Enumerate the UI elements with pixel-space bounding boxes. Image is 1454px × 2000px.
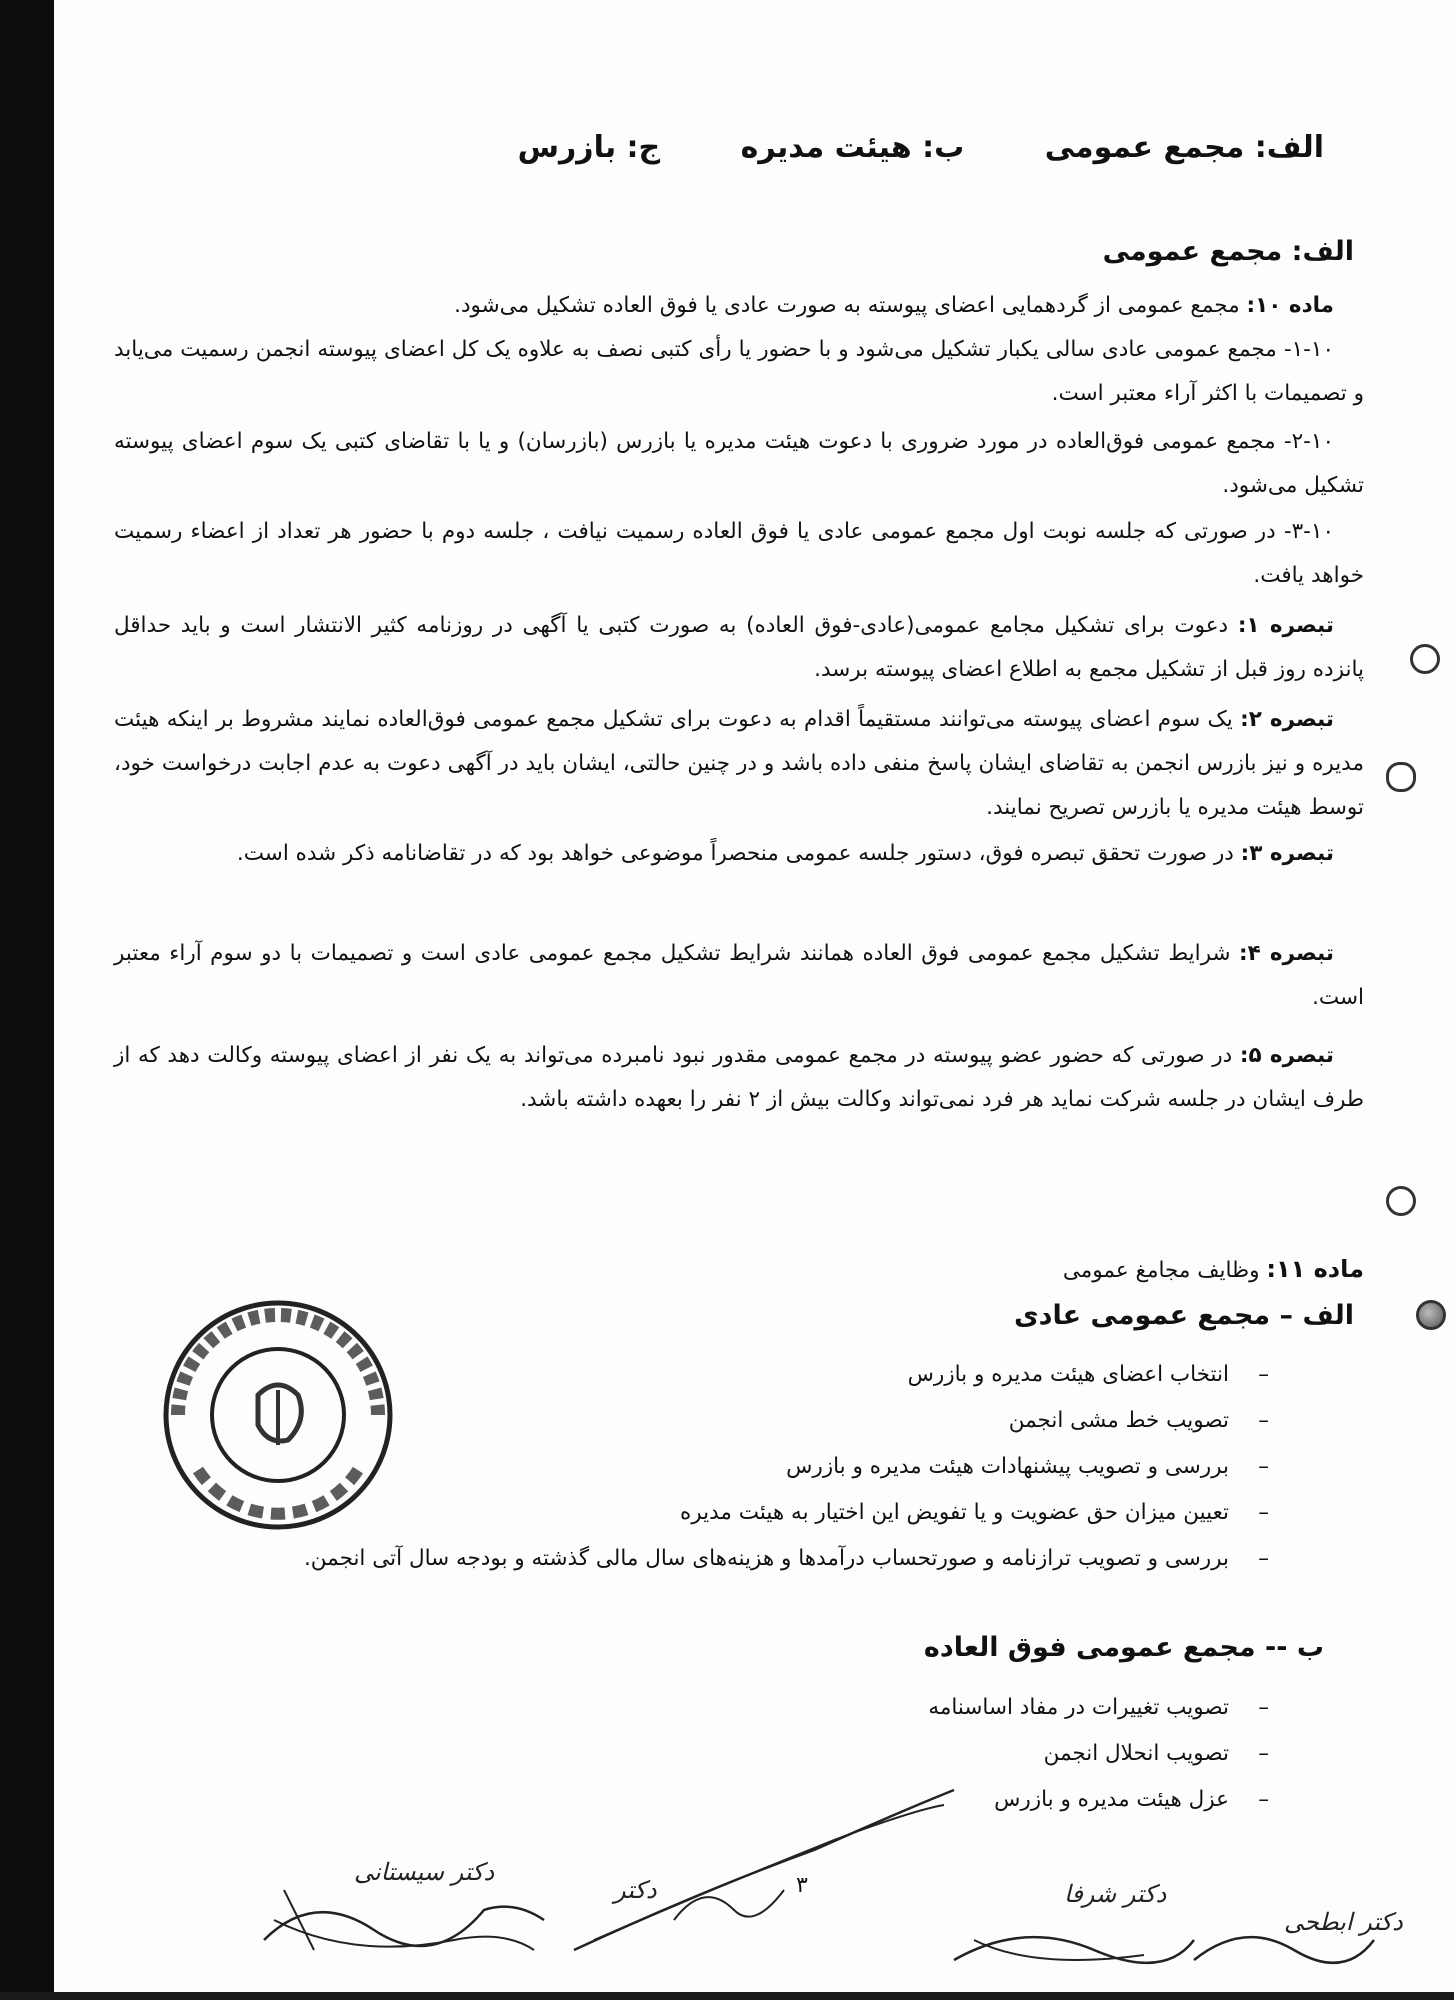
- note-3: تبصره ۳: در صورت تحقق تبصره فوق، دستور جلسه عمومی منحصراً موضوعی خواهد بود که در تقاضانامه ذکر شده است.: [236, 841, 1334, 866]
- note-2: تبصره ۲: یک سوم اعضای پیوسته می‌توانند مستقیماً اقدام به دعوت برای تشکیل مجمع عمومی فوق‌العاده نمایند مشروط بر اینکه هیئت مدیره و نیز بازرس انجمن به تقاضای ایشان پاسخ منفی داده باشد و در چنین حالتی، ایشان باید در آگهی دعوت به عدم اجابت درخواست خود، توسط هیئت مدیره یا بازرس تصریح نمایند.: [114, 707, 1364, 820]
- header-line: [448, 130, 1324, 165]
- article-10-text: مجمع عمومی از گردهمایی اعضای پیوسته به صورت عادی یا فوق العاده تشکیل می‌شود.: [454, 293, 1240, 318]
- list-item: – تصویب خط مشی انجمن: [219, 1398, 1269, 1444]
- article-11-text: وظایف مجامغ عمومی: [1062, 1258, 1260, 1283]
- scan-bottom-edge: [0, 1992, 1454, 2000]
- signature-name: دکتر شرفا: [1064, 1880, 1167, 1908]
- section-title-general-assembly: الف: مجمع عمومی: [1102, 236, 1354, 267]
- scan-left-edge: [0, 0, 54, 2000]
- document-page: [54, 0, 1454, 1992]
- punch-hole: [1410, 644, 1440, 674]
- article-10-clause-2: ۲-۱۰- مجمع عمومی فوق‌العاده در مورد ضروری با دعوت هیئت مدیره یا بازرس (بازرسان) و یا با تقاضای کتبی یک سوم اعضای پیوسته تشکیل می‌شود.: [114, 429, 1364, 498]
- list-item: – تصویب انحلال انجمن: [219, 1731, 1269, 1777]
- list-item: – انتخاب اعضای هیئت مدیره و بازرس: [219, 1352, 1269, 1398]
- article-10-clause-1: ۱-۱۰- مجمع عمومی عادی سالی یکبار تشکیل می‌شود و با حضور یا رأی کتبی نصف به علاوه یک کل اعضای پیوسته انجمن رسمیت می‌یابد و تصمیمات با اکثر آراء معتبر است.: [114, 337, 1364, 406]
- article-10-clause-3: ۳-۱۰- در صورتی که جلسه نوبت اول مجمع عمومی عادی یا فوق العاده رسمیت نیافت ، جلسه دوم با حضور هر تعداد از اعضاء رسمیت خواهد یافت.: [114, 519, 1364, 588]
- header-item-b: ب: هیئت مدیره: [740, 130, 965, 165]
- signature-scribble: [944, 1860, 1204, 1980]
- punch-hole: [1386, 1186, 1416, 1216]
- header-item-a: الف: مجمع عمومی: [1044, 130, 1324, 165]
- article-11: [1063, 1255, 1364, 1283]
- signature-name: دکتر ابطحی: [1284, 1908, 1403, 1936]
- note-1: تبصره ۱: دعوت برای تشکیل مجامع عمومی(عادی-فوق العاده) به صورت کتبی یا آگهی در روزنامه کثیر الانتشار است و باید حداقل پانزده روز قبل از تشکیل مجمع به اطلاع اعضای پیوسته برسد.: [114, 613, 1364, 682]
- official-stamp: [158, 1295, 398, 1535]
- signature-name: دکتر سیستانی: [354, 1858, 495, 1886]
- note-5: تبصره ۵: در صورتی که حضور عضو پیوسته در مجمع عمومی مقدور نبود نامبرده می‌تواند به یک نفر از اعضای پیوسته وکالت دهد که از طرف ایشان در جلسه شرکت نماید هر فرد نمی‌تواند وکالت بیش از ۲ نفر را بعهده داشته باشد.: [114, 1043, 1364, 1112]
- extraordinary-assembly-title: ب -- مجمع عمومی فوق العاده: [923, 1632, 1324, 1663]
- article-10: [114, 284, 1364, 328]
- signature-name: دکتر: [614, 1876, 657, 1904]
- article-10-label: ماده ۱۰:: [1246, 293, 1334, 318]
- ordinary-assembly-title: الف – مجمع عمومی عادی: [1013, 1300, 1354, 1331]
- punch-hole: [1386, 762, 1416, 792]
- article-11-label: ماده ۱۱:: [1266, 1255, 1364, 1283]
- note-4: تبصره ۴: شرایط تشکیل مجمع عمومی فوق العاده همانند شرایط تشکیل مجمع عمومی عادی است و تصمیمات با دو سوم آراء معتبر است.: [114, 941, 1364, 1010]
- list-item: – عزل هیئت مدیره و بازرس: [219, 1777, 1269, 1823]
- list-item: – بررسی و تصویب ترازنامه و صورتحساب درآمدها و هزینه‌های سال مالی گذشته و بودجه سال آتی انجمن.: [219, 1536, 1269, 1582]
- page-number: ۳: [796, 1873, 808, 1898]
- list-item: – بررسی و تصویب پیشنهادات هیئت مدیره و بازرس: [219, 1444, 1269, 1490]
- list-item: – تعیین میزان حق عضویت و یا تفویض این اختیار به هیئت مدیره: [219, 1490, 1269, 1536]
- header-item-c: ج: بازرس: [517, 130, 661, 165]
- signature-scribble: [554, 1770, 974, 1970]
- punch-hole: [1416, 1300, 1446, 1330]
- list-item: – تصویب تغییرات در مفاد اساسنامه: [219, 1685, 1269, 1731]
